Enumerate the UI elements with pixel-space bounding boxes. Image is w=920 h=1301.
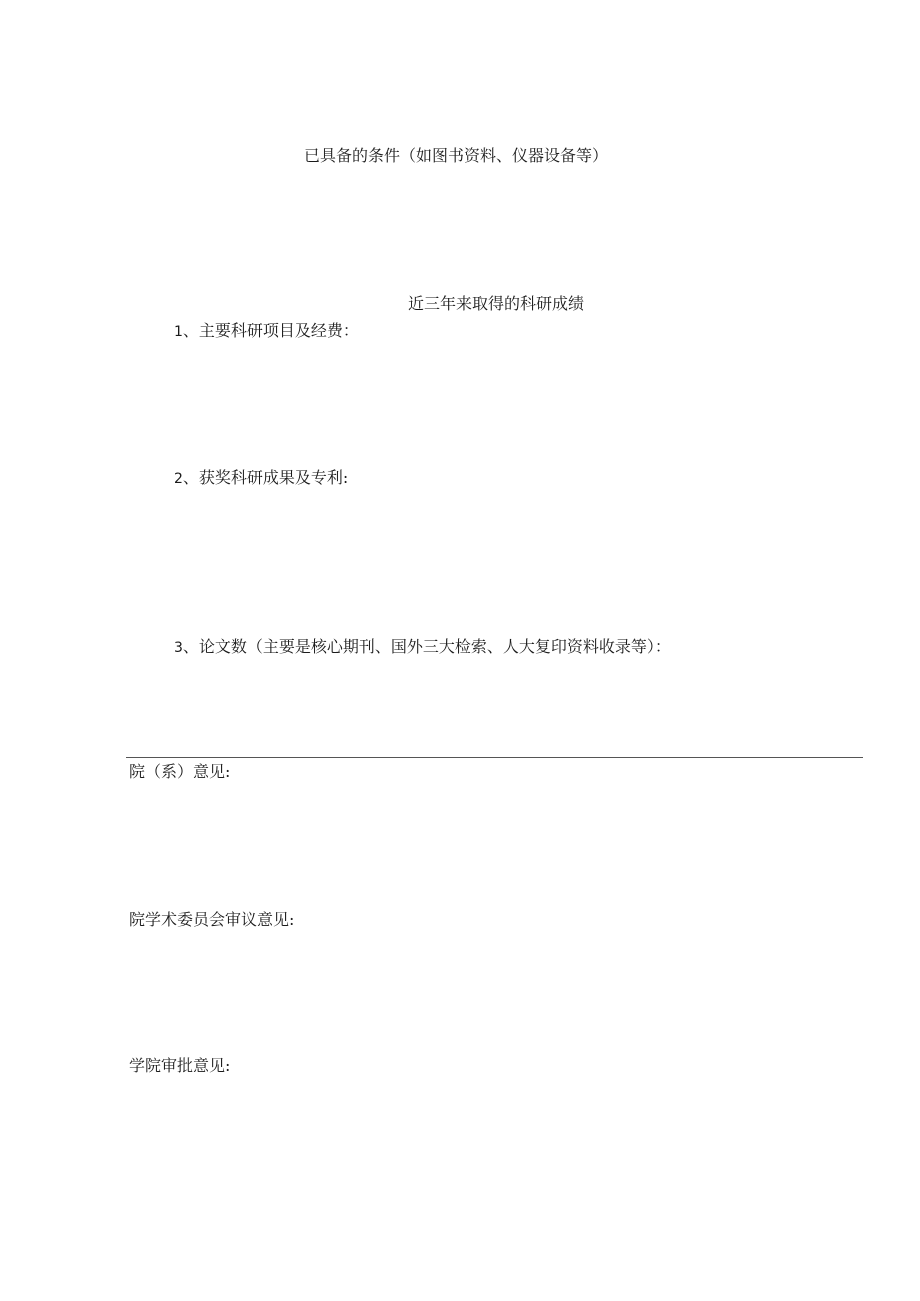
department-opinion-label: 院（系）意见: [129, 762, 231, 781]
item-projects [174, 321, 359, 342]
item-label: 、主要科研项目及经费： [182, 321, 359, 340]
achievements-heading: 近三年来取得的科研成绩 [407, 294, 585, 313]
conditions-heading: 已具备的条件（如图书资料、仪器设备等） [303, 146, 609, 165]
section-divider [126, 757, 863, 758]
item-number: 1 [174, 324, 183, 340]
college-approval-opinion-label: 学院审批意见: [129, 1056, 231, 1075]
item-label: 、论文数（主要是核心期刊、国外三大检索、人大复印资料收录等）： [182, 637, 671, 656]
item-papers [174, 637, 671, 658]
item-label: 、获奖科研成果及专利: [182, 468, 349, 487]
item-awards [174, 468, 348, 489]
academic-committee-opinion-label: 院学术委员会审议意见: [129, 910, 295, 929]
item-number: 2 [174, 471, 183, 487]
item-number: 3 [174, 640, 183, 656]
